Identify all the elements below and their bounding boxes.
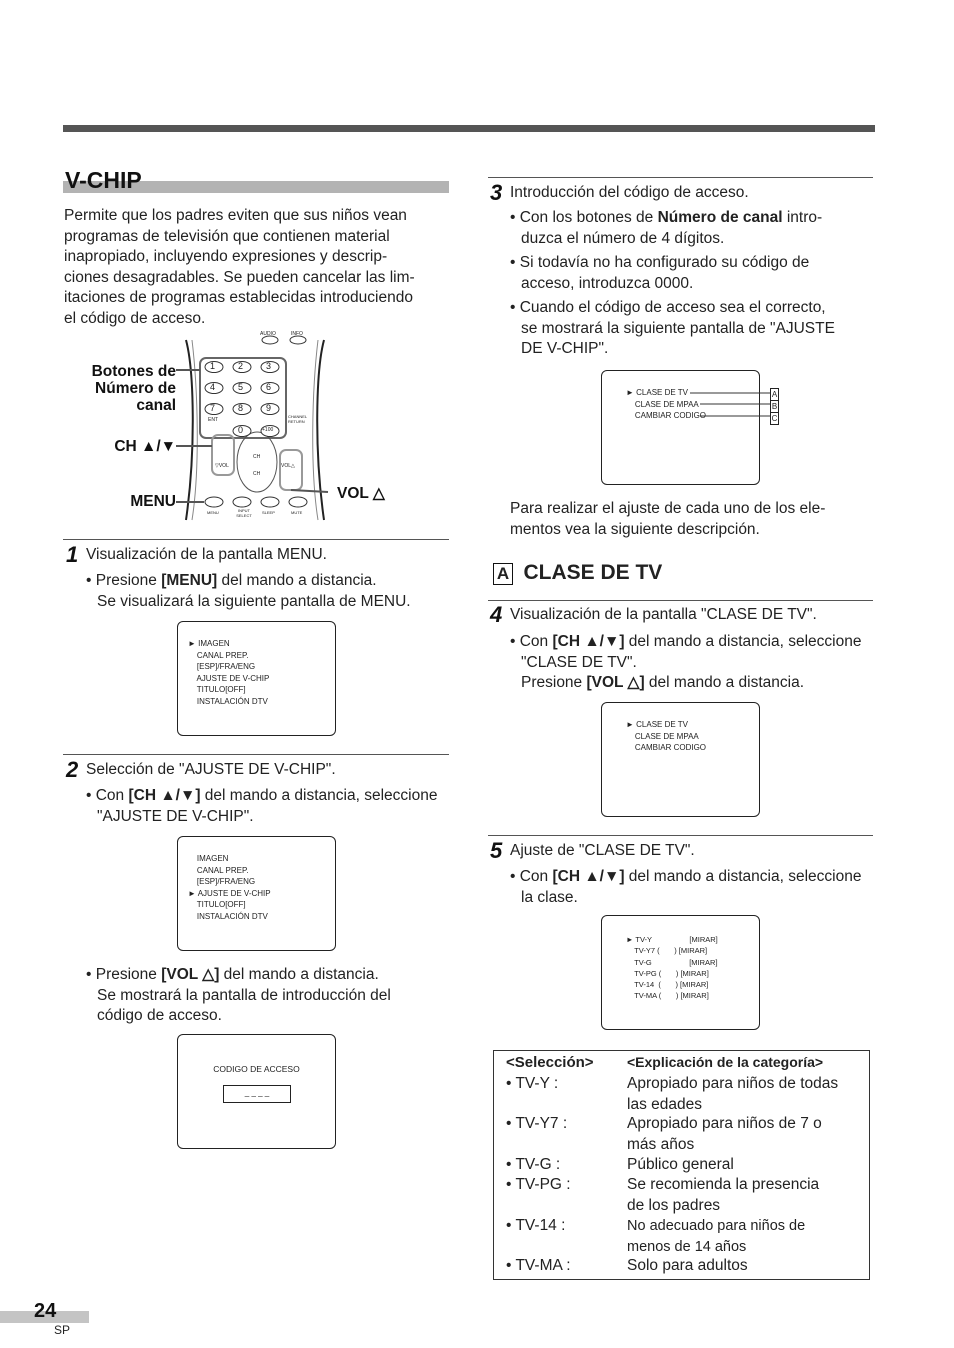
text: DE V-CHIP". [521, 340, 609, 357]
mute-button-label: MUTE [291, 510, 303, 515]
text: "AJUSTE DE V-CHIP". [97, 807, 254, 825]
intro-line: inapropiado, incluyendo expresiones y descrip- [64, 248, 388, 265]
section-title: V-CHIP [65, 167, 142, 193]
rating-screen [601, 915, 760, 1030]
step1-title: Visualización de la pantalla MENU. [86, 546, 327, 563]
text: • Con [510, 633, 553, 650]
abc-tags [770, 388, 779, 425]
category-sel: • TV-G : [506, 1156, 561, 1173]
category-exp [627, 1114, 822, 1155]
category-exp [627, 1074, 838, 1115]
access-code-screen [177, 1034, 336, 1149]
vchip-setup-screen-text: ► CLASE DE TV CLASE DE MPAA CAMBIAR CODIGO [626, 388, 707, 421]
access-code-label: CODIGO DE ACCESO [213, 1064, 300, 1074]
text: la clase. [521, 888, 578, 906]
vchip-select-screen [177, 836, 336, 951]
digit-8: 8 [238, 403, 244, 413]
step5-number: 5 [490, 838, 503, 863]
step3-after [510, 499, 880, 540]
text: de los padres [627, 1196, 721, 1214]
step1-bullet [86, 571, 456, 612]
text: duzca el número de 4 dígitos. [521, 229, 725, 247]
text-bold: [VOL △] [586, 674, 645, 691]
clase-tv-screen [601, 702, 760, 817]
text: • Presione [86, 572, 162, 589]
category-table [493, 1050, 870, 1280]
text: Apropiado para niños de 7 o [627, 1115, 822, 1132]
category-exp [627, 1216, 805, 1257]
sleep-button-label: SLEEP [262, 510, 275, 515]
menu-screen [177, 621, 336, 736]
digit-5: 5 [238, 382, 244, 392]
text: código de acceso. [97, 1007, 222, 1024]
step3-rule [488, 177, 873, 178]
text: Se recomienda la presencia [627, 1176, 820, 1193]
step1-number: 1 [66, 542, 79, 567]
text: más años [627, 1135, 695, 1153]
digit-1: 1 [210, 361, 216, 371]
text-bold: [CH ▲/▼] [552, 633, 625, 650]
clase-heading [493, 563, 662, 587]
category-exp [627, 1155, 734, 1176]
digit-4: 4 [210, 382, 216, 392]
digit-0: 0 [238, 425, 244, 435]
text: • Con [510, 868, 553, 885]
vol-plus-label: VOL△ [281, 463, 295, 469]
info-button-label: INFO [291, 331, 303, 337]
clase-title: CLASE DE TV [523, 561, 663, 584]
vol-minus-label: ▽VOL [215, 463, 229, 469]
text: del mando a distancia. [217, 572, 377, 589]
text-bold: [VOL △] [161, 966, 220, 983]
step2-title: Selección de "AJUSTE DE V-CHIP". [86, 761, 336, 778]
text: Se mostrará la pantalla de introducción del [97, 986, 391, 1004]
text: Presione [521, 674, 587, 691]
category-exp [627, 1256, 748, 1277]
audio-button-label: AUDIO [260, 331, 276, 337]
text: las edades [627, 1095, 702, 1113]
text: • Con los botones de [510, 209, 658, 226]
intro-line: ciones desagradables. Se pueden cancelar las lim- [64, 268, 415, 286]
step4-bullet [510, 632, 885, 694]
text: Público general [627, 1156, 734, 1173]
text: Apropiado para niños de todas [627, 1075, 839, 1092]
text: acceso, introduzca 0000. [521, 274, 694, 292]
menu-label: MENU [130, 493, 176, 510]
step3-number: 3 [490, 180, 503, 205]
language-code: SP [54, 1323, 71, 1337]
tag-b: B [771, 402, 778, 411]
step2-bullet1 [86, 786, 456, 827]
text: del mando a distancia, seleccione [624, 633, 862, 650]
remote-illustration [84, 330, 454, 525]
text: • Si todavía no ha configurado su código de [510, 254, 810, 271]
text: Para realizar el ajuste de cada uno de los ele- [510, 500, 826, 517]
text: "CLASE DE TV". [521, 653, 637, 671]
text: del mando a distancia. [219, 966, 379, 983]
category-sel: • TV-MA : [506, 1257, 571, 1274]
text: menos de 14 años [627, 1238, 747, 1255]
rating-screen-text: ► TV-Y [MIRAR] TV-Y7 ( ) [MIRAR] TV-G [MIRAR] TV-PG ( ) [MIRAR] TV-14 ( ) [MIRAR] TV-MA ( ) [MIRAR] [626, 935, 718, 1001]
tag-a: A [771, 390, 778, 399]
section-title-bar [63, 167, 449, 193]
label-line: Botones de [91, 363, 176, 380]
step4-number: 4 [490, 602, 503, 627]
tag-c: C [771, 414, 778, 423]
vchip-select-screen-text: IMAGEN CANAL PREP. [ESP]/FRA/ENG ► AJUSTE DE V-CHIP TITULO[OFF] INSTALACIÓN DTV [188, 854, 271, 921]
text: No adecuado para niños de [627, 1218, 806, 1234]
text: Se visualizará la siguiente pantalla de MENU. [97, 592, 411, 610]
step2-bullet2 [86, 965, 456, 1027]
text: Solo para adultos [627, 1257, 748, 1274]
intro-line: programas de televisión que contienen material [64, 227, 390, 245]
category-sel: • TV-PG : [506, 1176, 571, 1193]
intro-line: el código de acceso. [64, 309, 206, 327]
text-bold: [CH ▲/▼] [128, 787, 201, 804]
text-bold: Número de canal [657, 209, 783, 226]
menu-screen-text: ► IMAGEN CANAL PREP. [ESP]/FRA/ENG AJUSTE DE V-CHIP TITULO[OFF] INSTALACIÓN DTV [188, 639, 270, 706]
digit-2: 2 [238, 361, 244, 371]
step1-rule [63, 539, 449, 540]
page-number: 24 [34, 1300, 57, 1322]
vol-label: VOL △ [337, 485, 385, 502]
text: • Presione [86, 966, 162, 983]
digit-9: 9 [266, 403, 272, 413]
text: se mostrará la siguiente pantalla de "AJUSTE [521, 319, 835, 337]
step3-title: Introducción del código de acceso. [510, 184, 749, 201]
intro-line: itaciones de programas establecidas introduciendo [64, 289, 413, 306]
text: • Con [86, 787, 129, 804]
digit-3: 3 [266, 361, 272, 371]
channel-return-label: CHANNEL RETURN [288, 414, 307, 424]
text-bold: [CH ▲/▼] [552, 868, 625, 885]
clase-tv-screen-text: ► CLASE DE TV CLASE DE MPAA CAMBIAR CODIGO [626, 720, 707, 753]
text-bold: [MENU] [161, 572, 218, 589]
step4-title: Visualización de la pantalla "CLASE DE TV". [510, 606, 817, 623]
digit-6: 6 [266, 382, 272, 392]
ch-down-label: CH [253, 471, 261, 477]
ch-up-label: CH [253, 454, 261, 460]
step3-bullets [510, 208, 880, 360]
text: del mando a distancia, seleccione [200, 787, 438, 804]
intro-paragraph [64, 206, 454, 329]
text: del mando a distancia, seleccione [624, 868, 862, 885]
access-code-field: _ _ _ _ [223, 1085, 291, 1103]
step2-rule [63, 754, 449, 755]
text: intro- [782, 209, 823, 226]
text: del mando a distancia. [644, 674, 805, 691]
category-exp [627, 1175, 819, 1216]
step5-rule [488, 835, 873, 836]
step2-number: 2 [66, 757, 79, 782]
step4-rule [488, 600, 873, 601]
ent-button-label: ENT [208, 417, 218, 423]
plus100-button-label: +100 [262, 427, 274, 433]
ch-label: CH ▲/▼ [114, 438, 176, 455]
label-line: Número de [95, 380, 176, 397]
explanation-header: <Explicación de la categoría> [627, 1054, 824, 1070]
label-line: canal [136, 397, 176, 414]
top-rule [63, 125, 875, 132]
section-tag: A [493, 563, 513, 585]
input-select-label: INPUT SELECT [236, 508, 252, 518]
number-buttons-label [84, 363, 176, 414]
intro-line: Permite que los padres eviten que sus niños vean [64, 207, 407, 224]
selection-header: <Selección> [506, 1054, 594, 1071]
category-sel: • TV-Y7 : [506, 1115, 568, 1132]
menu-button-label: MENU [207, 510, 219, 515]
text: mentos vea la siguiente descripción. [510, 520, 760, 538]
text: • Cuando el código de acceso sea el correcto, [510, 299, 826, 316]
step5-bullet [510, 867, 885, 908]
category-sel: • TV-Y : [506, 1075, 559, 1092]
step5-title: Ajuste de "CLASE DE TV". [510, 842, 695, 859]
category-sel: • TV-14 : [506, 1217, 566, 1234]
digit-7: 7 [210, 403, 216, 413]
